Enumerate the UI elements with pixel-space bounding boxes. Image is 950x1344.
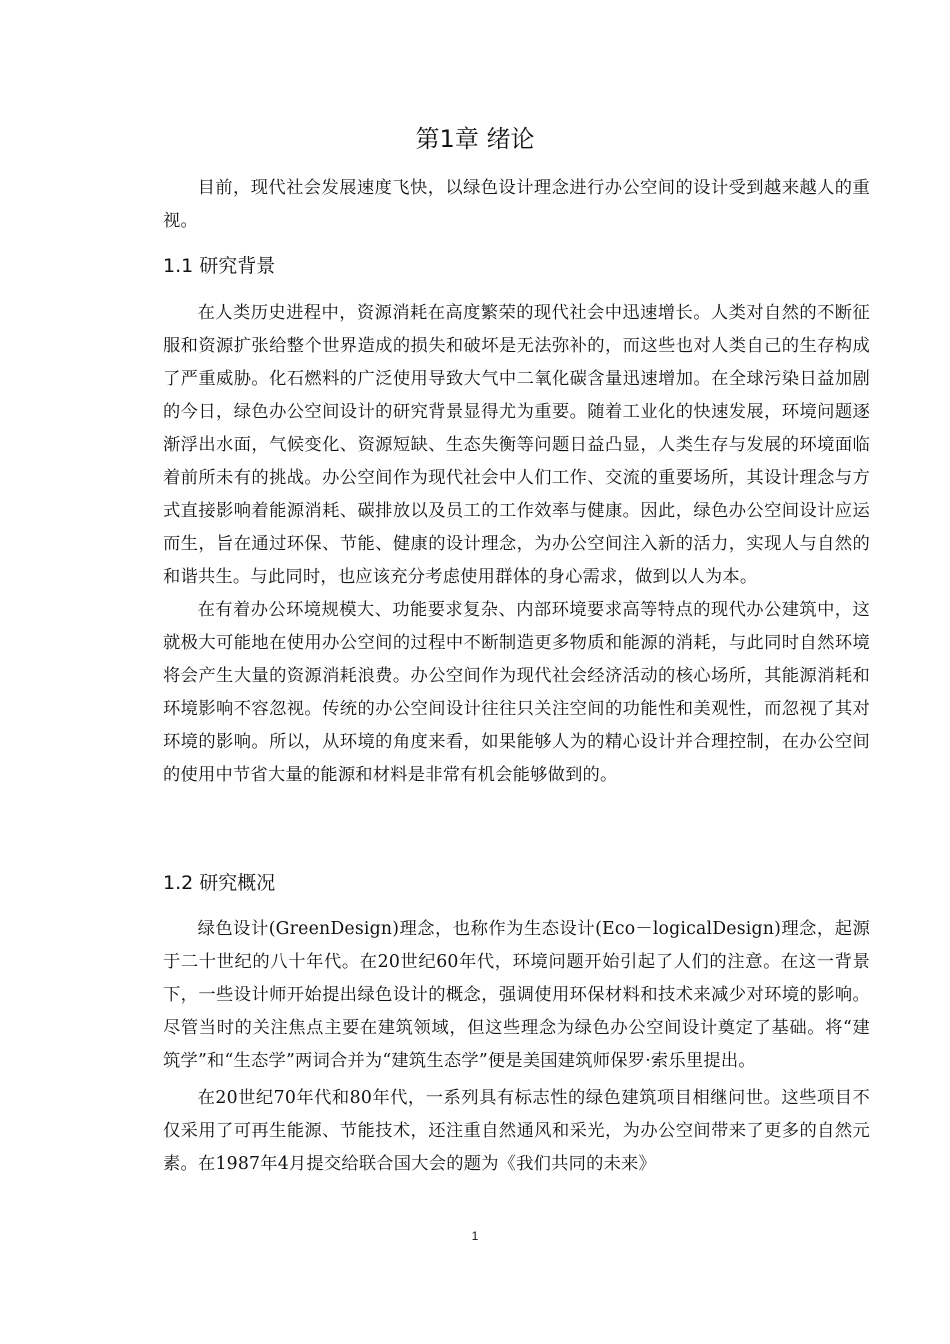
section-heading-background: 1.1 研究背景 — [163, 255, 276, 277]
paragraph: 在20世纪70年代和80年代，一系列具有标志性的绿色建筑项目相继问世。这些项目不仅采用了可再生能源、节能技术，还注重自然通风和采光，为办公空间带来了更多的自然元素。在1987年4月提交给联合国大会的题为《我们共同的未来》 — [163, 1088, 870, 1174]
section-overview-body — [163, 913, 870, 1181]
paragraph: 绿色设计(GreenDesign)理念，也称作为生态设计(Eco－logicalDesign)理念，起源于二十世纪的八十年代。在20世纪60年代，环境问题开始引起了人们的注意。在这一背景下，一些设计师开始提出绿色设计的概念，强调使用环保材料和技术来减少对环境的影响。尽管当时的关注焦点主要在建筑领域，但这些理念为绿色办公空间设计奠定了基础。将“建筑学”和“生态学”两词合并为“建筑生态学”便是美国建筑师保罗·索乐里提出。 — [163, 919, 870, 1071]
chapter-title: 第1章 绪论 — [415, 125, 535, 153]
page-number: 1 — [471, 1229, 479, 1243]
section-heading-overview: 1.2 研究概况 — [163, 872, 276, 894]
paragraph: 在有着办公环境规模大、功能要求复杂、内部环境要求高等特点的现代办公建筑中，这就极大可能地在使用办公空间的过程中不断制造更多物质和能源的消耗，与此同时自然环境将会产生大量的资源消耗浪费。办公空间作为现代社会经济活动的核心场所，其能源消耗和环境影响不容忽视。传统的办公空间设计往往只关注空间的功能性和美观性，而忽视了其对环境的影响。所以，从环境的角度来看，如果能够人为的精心设计并合理控制，在办公空间的使用中节省大量的能源和材料是非常有机会能够做到的。 — [163, 600, 870, 785]
paragraph: 在人类历史进程中，资源消耗在高度繁荣的现代社会中迅速增长。人类对自然的不断征服和资源扩张给整个世界造成的损失和破坏是无法弥补的，而这些也对人类自己的生存构成了严重威胁。化石燃料的广泛使用导致大气中二氧化碳含量迅速增加。在全球污染日益加剧的今日，绿色办公空间设计的研究背景显得尤为重要。随着工业化的快速发展，环境问题逐渐浮出水面，气候变化、资源短缺、生态失衡等问题日益凸显，人类生存与发展的环境面临着前所未有的挑战。办公空间作为现代社会中人们工作、交流的重要场所，其设计理念与方式直接影响着能源消耗、碳排放以及员工的工作效率与健康。因此，绿色办公空间设计应运而生，旨在通过环保、节能、健康的设计理念，为办公空间注入新的活力，实现人与自然的和谐共生。与此同时，也应该充分考虑使用群体的身心需求，做到以人为本。 — [163, 303, 870, 587]
intro-paragraph — [163, 172, 870, 238]
section-background-body — [163, 297, 870, 792]
intro-text: 目前，现代社会发展速度飞快，以绿色设计理念进行办公空间的设计受到越来越人的重视。 — [163, 178, 870, 231]
